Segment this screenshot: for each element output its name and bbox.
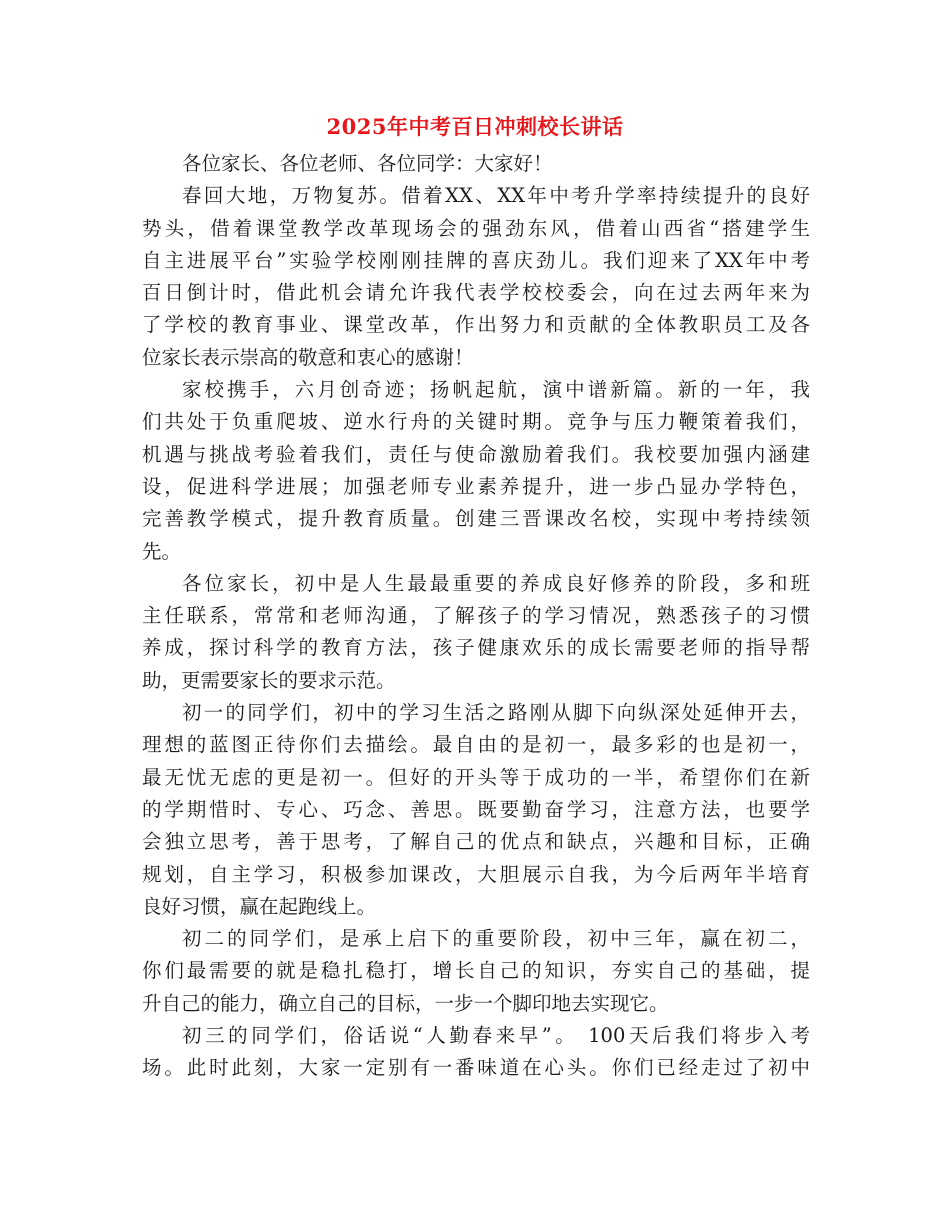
text-line: 们共处于负重爬坡、逆水行舟的关键时期。竞争与压力鞭策着我们，	[142, 410, 810, 434]
text-line: 最无忧无虑的更是初一。但好的开头等于成功的一半，希望你们在新	[142, 765, 810, 789]
text-line: 规划，自主学习，积极参加课改，大胆展示自我，为今后两年半培育	[142, 862, 810, 886]
text-line: 良好习惯，赢在起跑线上。	[142, 894, 377, 918]
text-line: 位家长表示崇高的敬意和衷心的感谢！	[142, 345, 474, 369]
text-line: 主任联系，常常和老师沟通，了解孩子的学习情况，熟悉孩子的习惯	[142, 604, 810, 628]
text-line: 初三的同学们，俗话说“人勤春来早”。 100天后我们将步入考	[182, 1024, 810, 1048]
text-line: 百日倒计时，借此机会请允许我代表学校校委会，向在过去两年来为	[142, 281, 810, 305]
text-line: 势头，借着课堂教学改革现场会的强劲东风，借着山西省“搭建学生	[142, 216, 810, 240]
paragraph	[142, 568, 810, 697]
text-line: 场。此时此刻，大家一定别有一番味道在心头。你们已经走过了初中	[142, 1056, 810, 1080]
text-line: 完善教学模式，提升教育质量。创建三晋课改名校，实现中考持续领	[142, 507, 810, 531]
text-line: 升自己的能力，确立自己的目标，一步一个脚印地去实现它。	[142, 991, 669, 1015]
paragraph	[142, 180, 810, 374]
text-line: 初一的同学们，初中的学习生活之路刚从脚下向纵深处延伸开去，	[182, 701, 810, 725]
text-line: 春回大地，万物复苏。借着XX、XX年中考升学率持续提升的良好	[182, 184, 810, 208]
text-line: 的学期惜时、专心、巧念、善思。既要勤奋学习，注意方法，也要学	[142, 797, 810, 821]
paragraph	[142, 374, 810, 568]
paragraph	[142, 1020, 810, 1085]
text-line: 会独立思考，善于思考，了解自己的优点和缺点，兴趣和目标，正确	[142, 830, 810, 854]
text-line: 各位家长、各位老师、各位同学：大家好！	[182, 152, 553, 175]
text-line: 机遇与挑战考验着我们，责任与使命激励着我们。我校要加强内涵建	[142, 442, 810, 466]
text-line: 自主进展平台”实验学校刚刚挂牌的喜庆劲儿。我们迎来了XX年中考	[142, 248, 810, 272]
document-body	[142, 148, 810, 1085]
document-title: 2025年中考百日冲刺校长讲话	[326, 114, 624, 139]
text-line: 初二的同学们，是承上启下的重要阶段，初中三年，赢在初二，	[182, 927, 810, 951]
text-line: 理想的蓝图正待你们去描绘。最自由的是初一，最多彩的也是初一，	[142, 733, 810, 757]
text-line: 设，促进科学进展；加强老师专业素养提升，进一步凸显办学特色，	[142, 474, 810, 498]
text-line: 养成，探讨科学的教育方法，孩子健康欢乐的成长需要老师的指导帮	[142, 636, 810, 660]
text-line: 家校携手，六月创奇迹；扬帆起航，演中谱新篇。新的一年，我	[182, 378, 810, 402]
text-line: 你们最需要的就是稳扎稳打，增长自己的知识，夯实自己的基础，提	[142, 959, 810, 983]
text-line: 了学校的教育事业、课堂改革，作出努力和贡献的全体教职员工及各	[142, 313, 810, 337]
paragraph	[142, 923, 810, 1020]
paragraph	[142, 148, 810, 180]
paragraph	[142, 697, 810, 923]
text-line: 各位家长，初中是人生最最重要的养成良好修养的阶段，多和班	[182, 571, 810, 595]
text-line: 助，更需要家长的要求示范。	[142, 668, 396, 692]
text-line: 先。	[142, 539, 182, 563]
